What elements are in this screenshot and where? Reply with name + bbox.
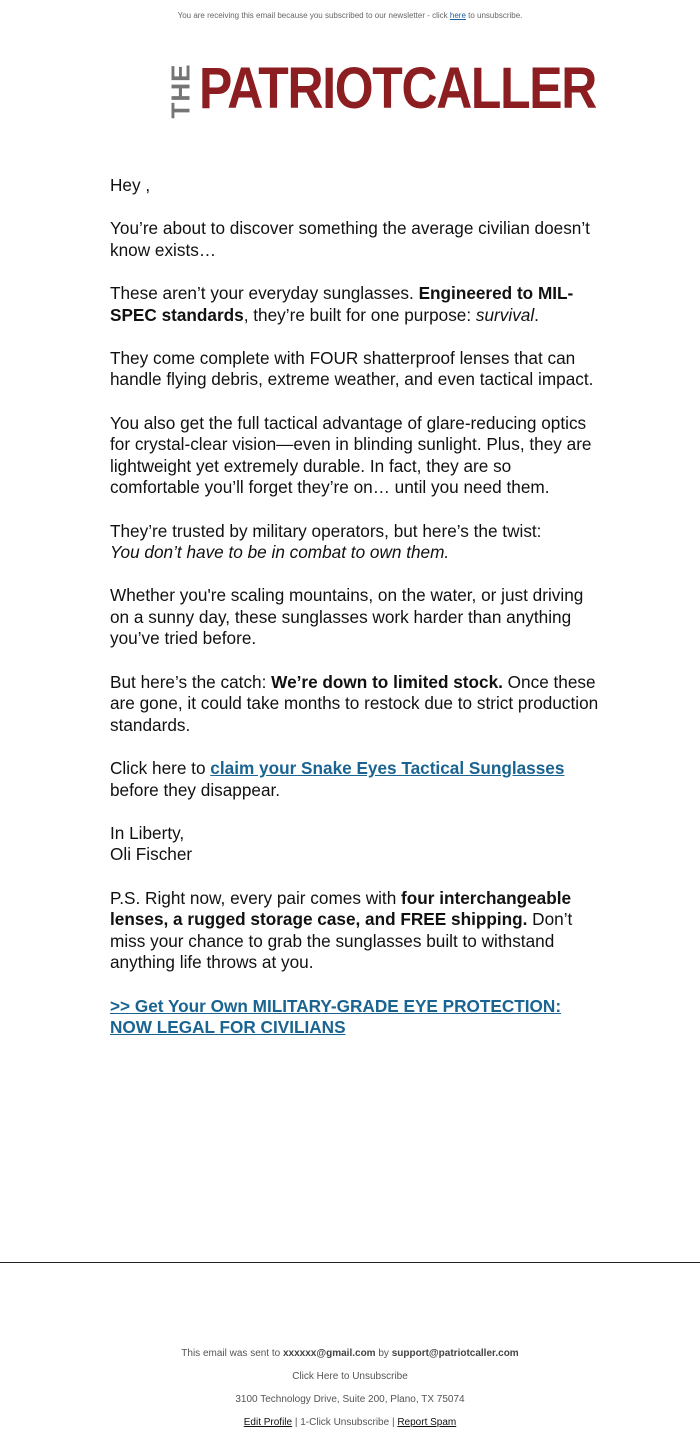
unsubscribe-line[interactable] — [0, 1369, 700, 1392]
paragraph-activities: Whether you're scaling mountains, on the water, or just driving on a sunny day, these sunglasses work harder than anything you’ve tried before. — [110, 585, 584, 649]
signature: Oli Fischer — [110, 844, 193, 865]
paragraph-military: They’re trusted by military operators, but here’s the twist: You don’t have to be in combat to own them. — [110, 520, 542, 563]
paragraph-claim: Click here to claim your Snake Eyes Tactical Sunglasses before they disappear. — [110, 758, 565, 800]
greeting: Hey , — [110, 175, 151, 195]
footer — [0, 1346, 700, 1438]
paragraph-optics: You also get the full tactical advantage of glare-reducing optics for crystal-clear vision—even in blinding sunlight. Plus, they are lightweight yet extremely durable. In fact, they are so comfortable you’ll forget they’re on… until you need them. — [110, 412, 592, 498]
email-body — [110, 175, 600, 1060]
signoff: In Liberty, Oli Fischer — [110, 822, 193, 865]
logo-name: PATRIOTCALLER — [199, 56, 597, 121]
unsubscribe-link[interactable]: Click Here to Unsubscribe — [292, 1371, 408, 1382]
paragraph-stock: But here’s the catch: We’re down to limited stock. Once these are gone, it could take months to restock due to strict production standards. — [110, 671, 599, 735]
edit-profile-link[interactable]: Edit Profile — [243, 1417, 293, 1428]
claim-sunglasses-link[interactable]: claim your Snake Eyes Tactical Sunglasses — [210, 758, 565, 779]
logo-the: THE — [165, 63, 195, 119]
paragraph-milspec: These aren’t your everyday sunglasses. Engineered to MIL-SPEC standards, they’re built for one purpose: survival. — [110, 282, 574, 325]
patriot-caller-logo — [163, 56, 597, 121]
footer-divider — [0, 1262, 700, 1263]
sender-email: support@patriotcaller.com — [391, 1348, 519, 1359]
sent-to-line: This email was sent to xxxxxx@gmail.com by support@patriotcaller.com — [181, 1348, 519, 1359]
final-cta — [110, 996, 600, 1039]
one-click-unsubscribe-link[interactable]: 1-Click Unsubscribe — [300, 1417, 390, 1428]
recipient-email: xxxxxx@gmail.com — [283, 1348, 376, 1359]
report-spam-link[interactable]: Report Spam — [397, 1417, 457, 1428]
footer-links: Edit Profile | 1-Click Unsubscribe | Report Spam — [243, 1417, 457, 1428]
notice-text-end: to unsubscribe. — [465, 11, 523, 20]
header-notice — [0, 11, 700, 20]
address-line: 3100 Technology Drive, Suite 200, Plano, TX 75074 — [235, 1394, 465, 1405]
paragraph-lenses: They come complete with FOUR shatterproof lenses that can handle flying debris, extreme weather, and even tactical impact. — [110, 347, 594, 390]
paragraph-intro: You’re about to discover something the average civilian doesn’t know exists… — [110, 218, 590, 260]
paragraph-ps: P.S. Right now, every pair comes with four interchangeable lenses, a rugged storage case, and FREE shipping. Don’t miss your chance to grab the sunglasses built to withstand anything life throws at you. — [110, 887, 573, 973]
notice-text: You are receiving this email because you subscribed to our newsletter - click — [177, 11, 450, 20]
unsubscribe-here-link[interactable]: here — [449, 11, 466, 20]
get-eye-protection-link[interactable]: >> Get Your Own MILITARY-GRADE EYE PROTECTION: NOW LEGAL FOR CIVILIANS — [110, 995, 562, 1038]
